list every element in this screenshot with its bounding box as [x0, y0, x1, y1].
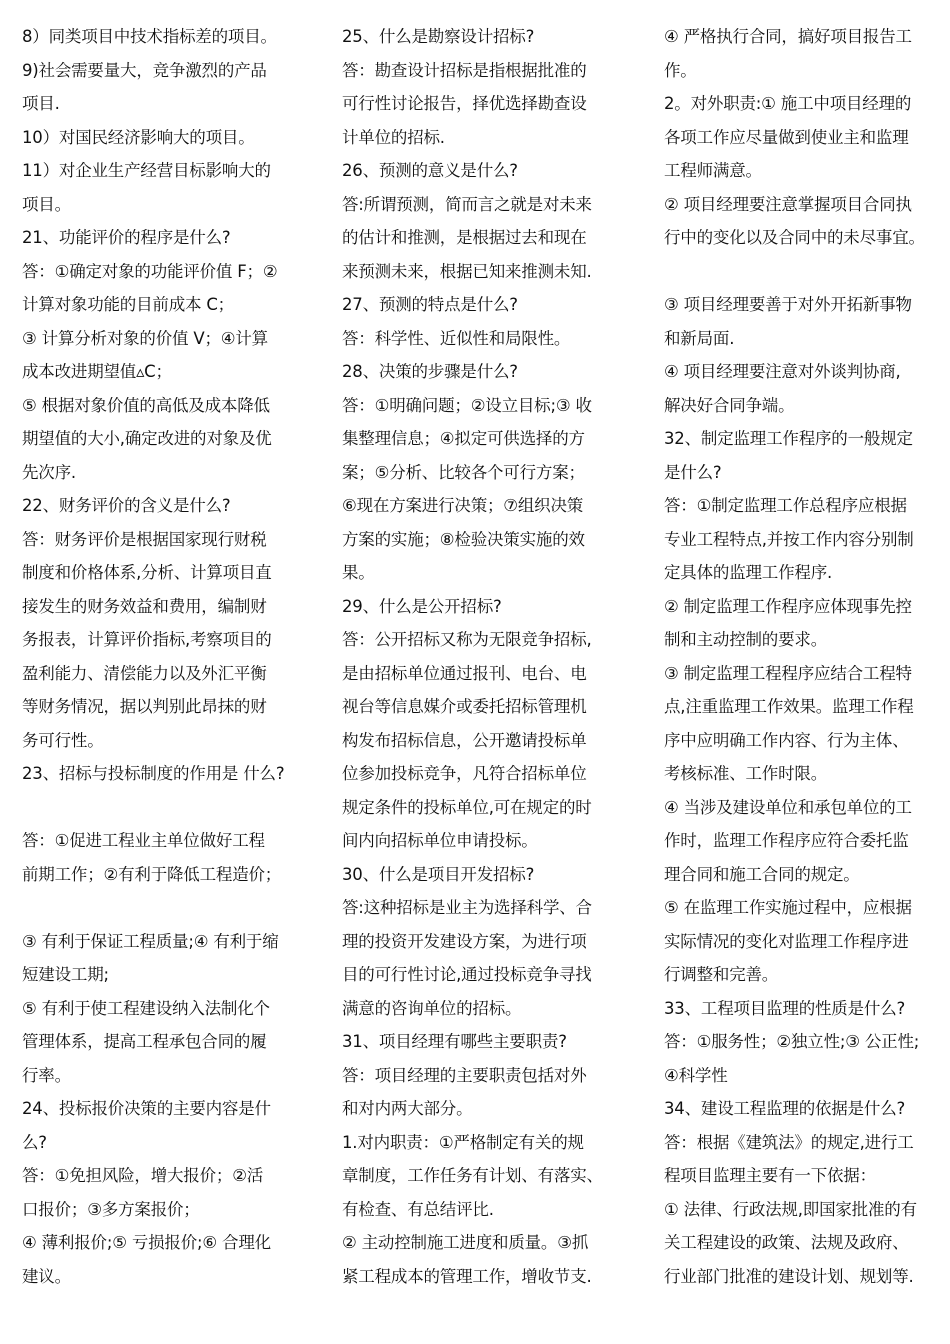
text-line: 考核标准、工作时限。 [664, 764, 828, 783]
text-line: 答：项目经理的主要职责包括对外 [342, 1065, 587, 1085]
text-line: ④ 薄利报价;⑤ 亏损报价;⑥ 合理化 [22, 1233, 271, 1252]
text-line: 工程师满意。 [664, 161, 762, 180]
text-line: 接发生的财务效益和费用，编制财 [22, 596, 267, 616]
text-line: 各项工作应尽量做到使业主和监理 [664, 127, 909, 147]
text-line: 8）同类项目中技术指标差的项目。 [22, 27, 277, 46]
text-line: 答：根据《建筑法》的规定,进行工 [664, 1132, 914, 1152]
text-line: 成本改进期望值▵C； [22, 362, 172, 381]
text-line: 答:这种招标是业主为选择科学、合 [342, 898, 592, 917]
text-line: 和对内两大部分。 [342, 1099, 473, 1118]
text-line: ⑥现在方案进行决策；⑦组织决策 [342, 496, 584, 515]
text-line: 的估计和推测，是根据过去和现在 [342, 228, 587, 247]
text-line: 位参加投标竞争，凡符合招标单位 [342, 764, 587, 783]
text-line: 紧工程成本的管理工作，增收节支. [342, 1266, 592, 1286]
text-line: 29、什么是公开招标? [342, 596, 502, 616]
text-line: 构发布招标信息，公开邀请投标单 [342, 730, 587, 750]
text-line: 28、决策的步骤是什么? [342, 362, 518, 381]
text-line: 作时，监理工作程序应符合委托监 [664, 831, 909, 850]
text-line: 2。对外职责:① 施工中项目经理的 [664, 94, 912, 113]
middle-column [342, 20, 632, 1293]
text-line: 计算对象功能的目前成本 C； [22, 295, 234, 314]
text-line: ④ 严格执行合同，搞好项目报告工 [664, 27, 912, 46]
text-line: 是由招标单位通过报刊、电台、电 [342, 663, 587, 683]
text-line: 1.对内职责：①严格制定有关的规 [342, 1132, 584, 1152]
text-line: 专业工程特点,并按工作内容分别制 [664, 529, 914, 549]
text-line: 序中应明确工作内容、行为主体、 [664, 730, 909, 750]
text-line: ③ 项目经理要善于对外开拓新事物 [664, 295, 912, 314]
text-line: 答：公开招标又称为无限竞争招标, [342, 630, 592, 649]
text-line: 集整理信息；④拟定可供选择的方 [342, 429, 585, 448]
text-line: 等财务情况，据以判别此昂抹的财 [22, 697, 267, 716]
text-line: 可行性讨论报告，择优选择勘查设 [342, 94, 587, 113]
text-line: 点,注重监理工作效果。监理工作程 [664, 697, 914, 716]
text-line: ③ 计算分析对象的价值 V；④计算 [22, 328, 268, 348]
text-line: ② 项目经理要注意掌握项目合同执 [664, 194, 912, 214]
text-line: 行调整和完善。 [664, 965, 779, 984]
right-column [664, 20, 944, 1293]
text-line: 项目. [22, 94, 60, 113]
text-line: 务可行性。 [22, 730, 104, 750]
text-line: 32、制定监理工作程序的一般规定 [664, 429, 913, 448]
text-line: 27、预测的特点是什么? [342, 295, 518, 314]
text-line: 行业部门批准的建设计划、规划等. [664, 1266, 914, 1286]
text-line: 是什么? [664, 462, 722, 482]
text-line: 方案的实施；⑧检验决策实施的效 [342, 529, 585, 549]
text-line: 程项目监理主要有一下依据： [664, 1166, 876, 1185]
text-line: 理的投资开发建设方案，为进行项 [342, 931, 587, 951]
text-line: 31、项目经理有哪些主要职责? [342, 1032, 567, 1051]
text-line: 满意的咨询单位的招标。 [342, 998, 522, 1018]
text-line: ② 制定监理工作程序应体现事先控 [664, 596, 912, 616]
text-line: 解决好合同争端。 [664, 395, 795, 415]
blank-line [22, 791, 312, 825]
text-line: 定具体的监理工作程序. [664, 563, 833, 582]
text-line: 建议。 [22, 1266, 71, 1286]
text-line: ⑤ 有利于使工程建设纳入法制化个 [22, 998, 270, 1018]
text-line: 33、工程项目监理的性质是什么? [664, 998, 906, 1018]
text-line: 视台等信息媒介或委托招标管理机 [342, 697, 587, 716]
text-line: ① 法律、行政法规,即国家批准的有 [664, 1199, 917, 1219]
text-line: 23、招标与投标制度的作用是 什么? [22, 764, 285, 783]
text-line: 作。 [664, 60, 697, 80]
text-line: 行率。 [22, 1065, 71, 1085]
text-line: 先次序. [22, 462, 76, 482]
text-line: 制度和价格体系,分析、计算项目直 [22, 563, 272, 582]
text-line: 务报表，计算评价指标,考察项目的 [22, 630, 272, 649]
text-line: 果。 [342, 563, 375, 582]
text-line: 么? [22, 1132, 47, 1152]
text-line: 答：①制定监理工作总程序应根据 [664, 496, 907, 515]
text-line: 答:所谓预测，简而言之就是对未来 [342, 194, 592, 214]
text-line: 34、建设工程监理的依据是什么? [664, 1099, 906, 1118]
text-line: 关工程建设的政策、法规及政府、 [664, 1233, 909, 1252]
text-line: 答：①服务性；②独立性;③ 公正性; [664, 1032, 920, 1051]
text-line: 行中的变化以及合同中的未尽事宜。 [664, 228, 925, 247]
text-line: 规定条件的投标单位,可在规定的时 [342, 797, 592, 817]
text-line: 答：财务评价是根据国家现行财税 [22, 529, 267, 549]
text-line: ④ 项目经理要注意对外谈判协商, [664, 362, 901, 381]
text-line: ④科学性 [664, 1065, 728, 1085]
text-line: 间内向招标单位申请投标。 [342, 831, 538, 850]
text-line: 9)社会需要量大，竞争激烈的产品 [22, 60, 267, 80]
text-line: 目的可行性讨论,通过投标竞争寻找 [342, 965, 592, 984]
text-line: 项目。 [22, 194, 71, 214]
text-line: 答：①明确问题；②设立目标;③ 收 [342, 395, 592, 415]
text-line: 11）对企业生产经营目标影响大的 [22, 161, 271, 180]
text-line: 22、财务评价的含义是什么? [22, 496, 231, 515]
text-line: 理合同和施工合同的规定。 [664, 864, 860, 884]
text-line: 答：勘查设计招标是指根据批准的 [342, 60, 587, 80]
text-line: ⑤ 在监理工作实施过程中，应根据 [664, 898, 912, 917]
text-line: 计单位的招标. [342, 127, 445, 147]
text-line: 实际情况的变化对监理工作程序进 [664, 931, 909, 951]
text-line: ⑤ 根据对象价值的高低及成本降低 [22, 395, 270, 415]
text-line: ③ 制定监理工程程序应结合工程特 [664, 663, 912, 683]
text-line: 答：①确定对象的功能评价值 F；② [22, 261, 278, 281]
text-line: 期望值的大小,确定改进的对象及优 [22, 429, 272, 448]
blank-line [22, 891, 312, 925]
text-line: 章制度，工作任务有计划、有落实、 [342, 1166, 603, 1185]
text-line: 盈利能力、清偿能力以及外汇平衡 [22, 663, 267, 683]
text-line: 30、什么是项目开发招标? [342, 864, 535, 884]
text-line: ④ 当涉及建设单位和承包单位的工 [664, 797, 912, 817]
text-line: 答：①促进工程业主单位做好工程 [22, 831, 265, 850]
text-line: 短建设工期; [22, 965, 109, 984]
text-line: 26、预测的意义是什么? [342, 161, 518, 180]
text-line: 答：科学性、近似性和局限性。 [342, 328, 571, 348]
left-column [22, 20, 312, 1293]
text-line: 来预测未来，根据已知来推测未知. [342, 261, 592, 281]
text-line: 答：①免担风险，增大报价；②活 [22, 1166, 264, 1185]
text-line: 24、投标报价决策的主要内容是什 [22, 1099, 271, 1118]
text-line: ③ 有利于保证工程质量;④ 有利于缩 [22, 931, 279, 951]
text-line: 前期工作；②有利于降低工程造价； [22, 864, 282, 884]
text-line: 制和主动控制的要求。 [664, 630, 828, 649]
text-line: 有检查、有总结评比. [342, 1199, 494, 1219]
text-line: 口报价；③多方案报价； [22, 1199, 200, 1219]
text-line: ② 主动控制施工进度和质量。③抓 [342, 1233, 589, 1252]
text-line: 和新局面. [664, 328, 735, 348]
text-line: 管理体系，提高工程承包合同的履 [22, 1032, 267, 1051]
blank-line [664, 255, 944, 289]
text-line: 10）对国民经济影响大的项目。 [22, 127, 255, 147]
text-line: 案；⑤分析、比较各个可行方案； [342, 462, 585, 482]
text-line: 21、功能评价的程序是什么? [22, 228, 231, 247]
text-line: 25、什么是勘察设计招标? [342, 27, 535, 46]
